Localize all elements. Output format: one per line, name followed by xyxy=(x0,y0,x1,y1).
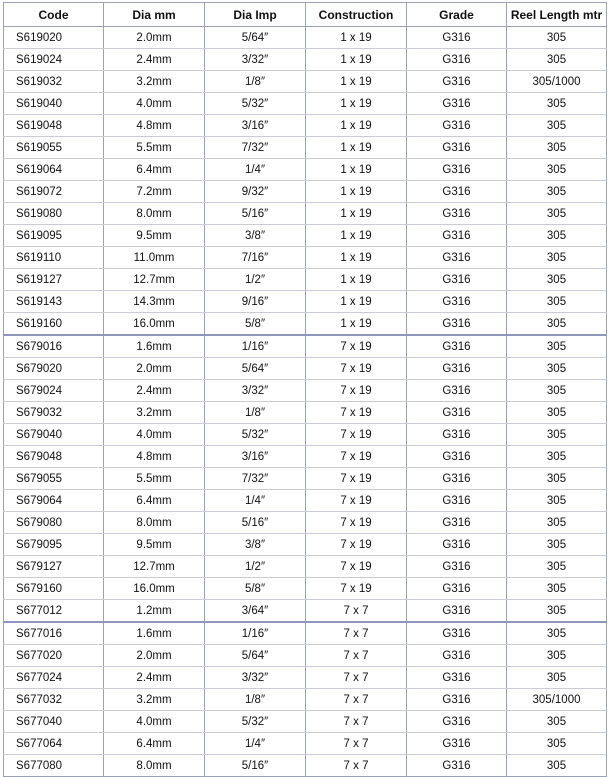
cell-construction: 7 x 19 xyxy=(306,335,407,358)
table-row xyxy=(4,225,607,247)
cell-grade: G316 xyxy=(407,159,507,181)
cell-dia-mm: 1.6mm xyxy=(104,622,205,645)
cell-construction: 7 x 19 xyxy=(306,468,407,490)
cell-reel-length: 305 xyxy=(507,181,607,203)
cell-dia-mm: 9.5mm xyxy=(104,225,205,247)
cell-dia-imp: 1/2″ xyxy=(205,556,306,578)
cell-reel-length: 305 xyxy=(507,578,607,600)
table-row xyxy=(4,93,607,115)
cell-code: S619080 xyxy=(4,203,104,225)
cell-grade: G316 xyxy=(407,335,507,358)
cell-construction: 1 x 19 xyxy=(306,137,407,159)
table-row xyxy=(4,755,607,777)
cell-code: S677064 xyxy=(4,733,104,755)
cell-reel-length: 305 xyxy=(507,755,607,777)
cell-grade: G316 xyxy=(407,247,507,269)
cell-reel-length: 305 xyxy=(507,534,607,556)
cell-dia-imp: 9/16″ xyxy=(205,291,306,313)
table-row xyxy=(4,556,607,578)
table-row xyxy=(4,291,607,313)
cell-dia-mm: 5.5mm xyxy=(104,468,205,490)
cell-dia-imp: 5/16″ xyxy=(205,512,306,534)
table-row xyxy=(4,645,607,667)
cell-dia-imp: 1/4″ xyxy=(205,490,306,512)
cell-dia-imp: 3/8″ xyxy=(205,534,306,556)
cell-dia-mm: 6.4mm xyxy=(104,733,205,755)
cell-dia-mm: 2.4mm xyxy=(104,667,205,689)
cell-reel-length: 305 xyxy=(507,556,607,578)
cell-dia-mm: 2.4mm xyxy=(104,49,205,71)
cell-grade: G316 xyxy=(407,667,507,689)
cell-dia-mm: 16.0mm xyxy=(104,578,205,600)
cell-grade: G316 xyxy=(407,578,507,600)
cell-construction: 1 x 19 xyxy=(306,291,407,313)
cell-reel-length: 305 xyxy=(507,137,607,159)
cell-construction: 7 x 19 xyxy=(306,490,407,512)
cell-dia-mm: 5.5mm xyxy=(104,137,205,159)
cell-code: S619160 xyxy=(4,313,104,336)
header-reel-length: Reel Length mtr xyxy=(507,3,607,27)
cell-dia-mm: 1.2mm xyxy=(104,600,205,623)
cell-grade: G316 xyxy=(407,380,507,402)
cell-dia-mm: 2.0mm xyxy=(104,358,205,380)
cell-grade: G316 xyxy=(407,689,507,711)
cell-construction: 7 x 7 xyxy=(306,711,407,733)
cell-dia-mm: 12.7mm xyxy=(104,269,205,291)
cell-dia-imp: 5/8″ xyxy=(205,313,306,336)
table-row xyxy=(4,49,607,71)
table-row xyxy=(4,600,607,623)
cell-code: S619127 xyxy=(4,269,104,291)
cell-dia-imp: 5/32″ xyxy=(205,93,306,115)
cell-dia-imp: 5/16″ xyxy=(205,203,306,225)
cell-dia-mm: 4.8mm xyxy=(104,446,205,468)
cell-dia-imp: 7/16″ xyxy=(205,247,306,269)
cell-reel-length: 305 xyxy=(507,247,607,269)
cell-construction: 1 x 19 xyxy=(306,49,407,71)
cell-dia-mm: 6.4mm xyxy=(104,490,205,512)
cell-dia-imp: 1/16″ xyxy=(205,622,306,645)
cell-dia-imp: 5/32″ xyxy=(205,424,306,446)
cell-construction: 1 x 19 xyxy=(306,247,407,269)
table-row xyxy=(4,181,607,203)
table-row xyxy=(4,667,607,689)
cell-grade: G316 xyxy=(407,534,507,556)
cell-code: S677024 xyxy=(4,667,104,689)
cell-grade: G316 xyxy=(407,291,507,313)
cell-construction: 7 x 19 xyxy=(306,534,407,556)
cell-grade: G316 xyxy=(407,402,507,424)
cell-reel-length: 305 xyxy=(507,711,607,733)
cell-grade: G316 xyxy=(407,49,507,71)
cell-dia-mm: 3.2mm xyxy=(104,689,205,711)
cell-construction: 7 x 7 xyxy=(306,755,407,777)
cell-grade: G316 xyxy=(407,358,507,380)
cell-code: S677016 xyxy=(4,622,104,645)
cell-code: S679055 xyxy=(4,468,104,490)
cell-dia-mm: 11.0mm xyxy=(104,247,205,269)
cell-code: S679048 xyxy=(4,446,104,468)
header-row xyxy=(4,3,607,27)
cell-grade: G316 xyxy=(407,269,507,291)
cell-code: S619048 xyxy=(4,115,104,137)
cell-dia-imp: 5/16″ xyxy=(205,755,306,777)
cell-code: S679080 xyxy=(4,512,104,534)
table-row xyxy=(4,446,607,468)
cell-dia-imp: 7/32″ xyxy=(205,468,306,490)
header-construction: Construction xyxy=(306,3,407,27)
cell-dia-mm: 7.2mm xyxy=(104,181,205,203)
cell-dia-imp: 5/64″ xyxy=(205,645,306,667)
header-dia-imp: Dia Imp xyxy=(205,3,306,27)
cell-dia-imp: 3/64″ xyxy=(205,600,306,623)
cell-reel-length: 305 xyxy=(507,115,607,137)
cell-dia-mm: 3.2mm xyxy=(104,402,205,424)
table-body xyxy=(4,27,607,777)
cell-code: S619032 xyxy=(4,71,104,93)
table-row xyxy=(4,424,607,446)
cell-reel-length: 305 xyxy=(507,446,607,468)
cell-code: S679040 xyxy=(4,424,104,446)
table-row xyxy=(4,468,607,490)
table-row xyxy=(4,733,607,755)
cell-dia-imp: 3/16″ xyxy=(205,115,306,137)
cell-dia-mm: 2.4mm xyxy=(104,380,205,402)
cell-code: S619024 xyxy=(4,49,104,71)
table-row xyxy=(4,578,607,600)
table-row xyxy=(4,269,607,291)
cell-dia-mm: 6.4mm xyxy=(104,159,205,181)
table-row xyxy=(4,27,607,49)
cell-grade: G316 xyxy=(407,27,507,49)
cell-dia-imp: 1/8″ xyxy=(205,71,306,93)
cell-grade: G316 xyxy=(407,645,507,667)
cell-code: S679160 xyxy=(4,578,104,600)
cell-dia-mm: 4.0mm xyxy=(104,711,205,733)
header-code: Code xyxy=(4,3,104,27)
cell-grade: G316 xyxy=(407,424,507,446)
cell-dia-mm: 4.0mm xyxy=(104,424,205,446)
cell-dia-imp: 3/32″ xyxy=(205,380,306,402)
cell-reel-length: 305 xyxy=(507,225,607,247)
cell-construction: 7 x 19 xyxy=(306,402,407,424)
cell-reel-length: 305 xyxy=(507,27,607,49)
cell-dia-imp: 3/16″ xyxy=(205,446,306,468)
cell-dia-mm: 8.0mm xyxy=(104,512,205,534)
table-row xyxy=(4,247,607,269)
cell-code: S679064 xyxy=(4,490,104,512)
cell-construction: 7 x 7 xyxy=(306,600,407,623)
cell-reel-length: 305 xyxy=(507,49,607,71)
cell-dia-mm: 12.7mm xyxy=(104,556,205,578)
cell-code: S677012 xyxy=(4,600,104,623)
cell-dia-mm: 2.0mm xyxy=(104,27,205,49)
cell-grade: G316 xyxy=(407,468,507,490)
cell-grade: G316 xyxy=(407,512,507,534)
cell-dia-imp: 1/4″ xyxy=(205,733,306,755)
cell-reel-length: 305 xyxy=(507,490,607,512)
cell-dia-imp: 9/32″ xyxy=(205,181,306,203)
cell-reel-length: 305 xyxy=(507,159,607,181)
cell-dia-imp: 5/64″ xyxy=(205,27,306,49)
table-row xyxy=(4,534,607,556)
table-row xyxy=(4,71,607,93)
cell-construction: 7 x 7 xyxy=(306,733,407,755)
cell-construction: 7 x 19 xyxy=(306,578,407,600)
cell-code: S619055 xyxy=(4,137,104,159)
cell-dia-imp: 1/8″ xyxy=(205,402,306,424)
cell-grade: G316 xyxy=(407,490,507,512)
cell-grade: G316 xyxy=(407,181,507,203)
cell-dia-mm: 8.0mm xyxy=(104,755,205,777)
cell-grade: G316 xyxy=(407,600,507,623)
wire-rope-spec-table xyxy=(3,2,607,777)
header-grade: Grade xyxy=(407,3,507,27)
cell-reel-length: 305 xyxy=(507,645,607,667)
cell-grade: G316 xyxy=(407,446,507,468)
cell-dia-imp: 3/8″ xyxy=(205,225,306,247)
cell-dia-imp: 7/32″ xyxy=(205,137,306,159)
cell-reel-length: 305 xyxy=(507,358,607,380)
cell-grade: G316 xyxy=(407,755,507,777)
cell-grade: G316 xyxy=(407,137,507,159)
cell-dia-imp: 5/32″ xyxy=(205,711,306,733)
cell-code: S619072 xyxy=(4,181,104,203)
cell-dia-mm: 1.6mm xyxy=(104,335,205,358)
header-dia-mm: Dia mm xyxy=(104,3,205,27)
cell-construction: 7 x 19 xyxy=(306,512,407,534)
cell-construction: 7 x 7 xyxy=(306,622,407,645)
cell-construction: 7 x 19 xyxy=(306,380,407,402)
cell-construction: 1 x 19 xyxy=(306,159,407,181)
cell-grade: G316 xyxy=(407,313,507,336)
cell-reel-length: 305 xyxy=(507,622,607,645)
table-row xyxy=(4,380,607,402)
table-row xyxy=(4,402,607,424)
table-row xyxy=(4,512,607,534)
cell-reel-length: 305 xyxy=(507,468,607,490)
cell-dia-mm: 14.3mm xyxy=(104,291,205,313)
cell-dia-imp: 1/16″ xyxy=(205,335,306,358)
table-row xyxy=(4,622,607,645)
cell-dia-imp: 1/8″ xyxy=(205,689,306,711)
cell-construction: 1 x 19 xyxy=(306,93,407,115)
cell-grade: G316 xyxy=(407,203,507,225)
cell-dia-imp: 1/2″ xyxy=(205,269,306,291)
cell-dia-mm: 9.5mm xyxy=(104,534,205,556)
cell-code: S677040 xyxy=(4,711,104,733)
cell-construction: 1 x 19 xyxy=(306,269,407,291)
cell-dia-mm: 8.0mm xyxy=(104,203,205,225)
cell-construction: 7 x 7 xyxy=(306,667,407,689)
cell-code: S619040 xyxy=(4,93,104,115)
cell-grade: G316 xyxy=(407,711,507,733)
cell-code: S619143 xyxy=(4,291,104,313)
cell-reel-length: 305 xyxy=(507,203,607,225)
cell-reel-length: 305 xyxy=(507,424,607,446)
cell-reel-length: 305 xyxy=(507,667,607,689)
cell-reel-length: 305 xyxy=(507,269,607,291)
cell-grade: G316 xyxy=(407,622,507,645)
cell-construction: 1 x 19 xyxy=(306,27,407,49)
cell-construction: 1 x 19 xyxy=(306,71,407,93)
table-row xyxy=(4,358,607,380)
cell-construction: 7 x 7 xyxy=(306,645,407,667)
cell-code: S619020 xyxy=(4,27,104,49)
cell-code: S679127 xyxy=(4,556,104,578)
cell-construction: 1 x 19 xyxy=(306,181,407,203)
cell-dia-mm: 3.2mm xyxy=(104,71,205,93)
cell-reel-length: 305 xyxy=(507,733,607,755)
cell-reel-length: 305/1000 xyxy=(507,71,607,93)
cell-grade: G316 xyxy=(407,115,507,137)
cell-construction: 7 x 7 xyxy=(306,689,407,711)
cell-reel-length: 305 xyxy=(507,291,607,313)
cell-dia-mm: 16.0mm xyxy=(104,313,205,336)
cell-grade: G316 xyxy=(407,225,507,247)
cell-reel-length: 305 xyxy=(507,600,607,623)
cell-reel-length: 305 xyxy=(507,402,607,424)
cell-code: S619064 xyxy=(4,159,104,181)
table-row xyxy=(4,689,607,711)
cell-dia-mm: 2.0mm xyxy=(104,645,205,667)
cell-dia-imp: 3/32″ xyxy=(205,667,306,689)
cell-grade: G316 xyxy=(407,556,507,578)
table-row xyxy=(4,203,607,225)
cell-dia-imp: 5/64″ xyxy=(205,358,306,380)
table-row xyxy=(4,335,607,358)
table-row xyxy=(4,313,607,336)
cell-dia-imp: 5/8″ xyxy=(205,578,306,600)
cell-code: S679020 xyxy=(4,358,104,380)
cell-reel-length: 305 xyxy=(507,93,607,115)
cell-construction: 1 x 19 xyxy=(306,115,407,137)
table-row xyxy=(4,159,607,181)
cell-construction: 1 x 19 xyxy=(306,203,407,225)
cell-dia-imp: 1/4″ xyxy=(205,159,306,181)
cell-reel-length: 305 xyxy=(507,335,607,358)
cell-grade: G316 xyxy=(407,733,507,755)
cell-reel-length: 305/1000 xyxy=(507,689,607,711)
cell-grade: G316 xyxy=(407,93,507,115)
cell-code: S679095 xyxy=(4,534,104,556)
cell-code: S677032 xyxy=(4,689,104,711)
cell-construction: 7 x 19 xyxy=(306,556,407,578)
table-row xyxy=(4,137,607,159)
cell-reel-length: 305 xyxy=(507,313,607,336)
cell-code: S677020 xyxy=(4,645,104,667)
cell-construction: 1 x 19 xyxy=(306,313,407,336)
cell-construction: 7 x 19 xyxy=(306,358,407,380)
table-row xyxy=(4,115,607,137)
cell-dia-imp: 3/32″ xyxy=(205,49,306,71)
cell-reel-length: 305 xyxy=(507,512,607,534)
cell-code: S679032 xyxy=(4,402,104,424)
cell-construction: 7 x 19 xyxy=(306,424,407,446)
cell-dia-mm: 4.8mm xyxy=(104,115,205,137)
cell-grade: G316 xyxy=(407,71,507,93)
cell-code: S619095 xyxy=(4,225,104,247)
cell-code: S677080 xyxy=(4,755,104,777)
cell-construction: 7 x 19 xyxy=(306,446,407,468)
cell-reel-length: 305 xyxy=(507,380,607,402)
cell-code: S679024 xyxy=(4,380,104,402)
cell-construction: 1 x 19 xyxy=(306,225,407,247)
table-row xyxy=(4,490,607,512)
cell-code: S619110 xyxy=(4,247,104,269)
cell-code: S679016 xyxy=(4,335,104,358)
table-row xyxy=(4,711,607,733)
cell-dia-mm: 4.0mm xyxy=(104,93,205,115)
